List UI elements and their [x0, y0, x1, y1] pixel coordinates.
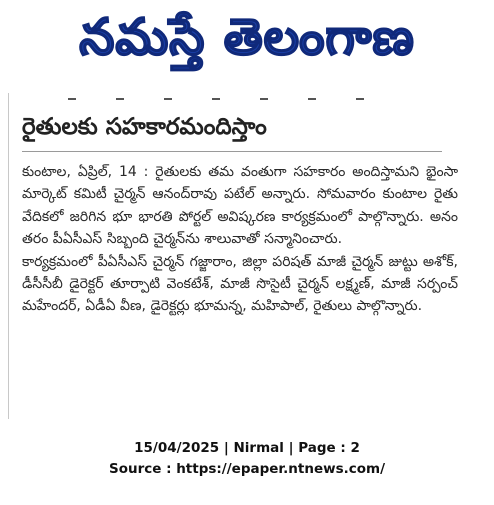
newspaper-title: నమస్తే తెలంగాణ [79, 7, 415, 66]
article-paragraph: కార్యక్రమంలో పీఏసీఎస్‌ చైర్మన్‌ గజ్జారాం, జిల్లా పరిషత్‌ మాజీ చైర్మన్‌ జుట్టు అశోక్‌, డీసీసీబీ డైరెక్టర్‌ తూర్పాటి వెంకటేశ్‌, మాజీ సొసైటీ చైర్మన్‌ లక్ష్మణ్‌, మాజీ సర్పంచ్‌ మహేందర్‌, ఏడీఏ వీణ, డైరెక్టర్లు భూమన్న, మహిపాల్‌, రైతులు పాల్గొన్నారు. [22, 253, 458, 315]
masthead [0, 0, 494, 86]
headline-divider [22, 151, 442, 152]
article-headline: రైతులకు సహకారమందిస్తాం [22, 114, 267, 140]
clipping-footer [0, 438, 494, 480]
clipped-text-remnant [68, 93, 408, 101]
date-edition-page: 15/04/2025 | Nirmal | Page : 2 [134, 440, 360, 456]
article-paragraph: కుంటాల, ఏప్రిల్‌, 14 : రైతులకు తమ వంతుగా సహకారం అందిస్తామని భైంసా మార్కెట్‌ కమిటీ చైర్మన్‌ ఆనంద్‌రావు పటేల్‌ అన్నారు. సోమవారం కుంటాల రైతు వేదికలో జరిగిన భూ భారతి పోర్టల్‌ అవిష్కరణ కార్యక్రమంలో పాల్గొన్నారు. అనం తరం పీఏసీఎస్‌ సిబ్బంది చైర్మన్‌ను శాలువాతో సన్మానించారు. [22, 164, 458, 248]
article-body [22, 161, 458, 318]
source-link[interactable]: Source : https://epaper.ntnews.com/ [108, 461, 386, 477]
